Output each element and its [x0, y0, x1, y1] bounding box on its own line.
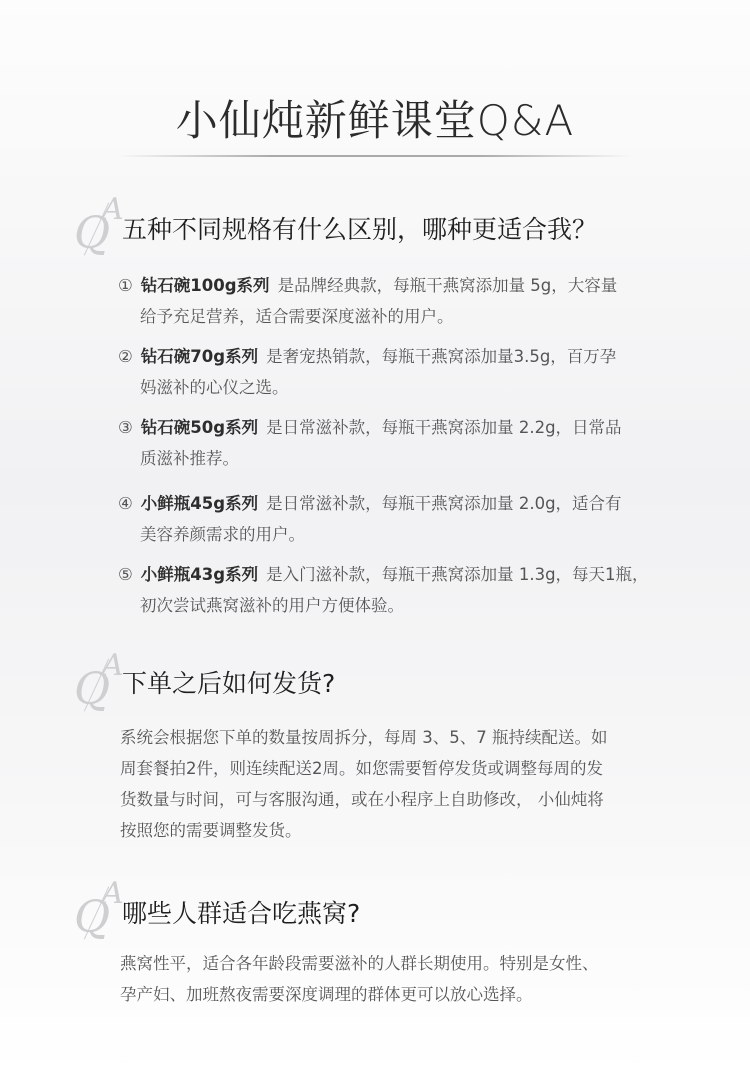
- qa-watermark-icon: Q A: [74, 876, 124, 943]
- qa-watermark-icon: Q A: [74, 192, 124, 259]
- question-heading: 下单之后如何发货?: [122, 669, 336, 698]
- spec-item: ① 钻石碗100g系列 是品牌经典款，每瓶干燕窝添加量 5g，大容量 给予充足营养，适合需要深度滋补的用户。: [118, 276, 618, 326]
- spec-item: ③ 钻石碗50g系列 是日常滋补款，每瓶干燕窝添加量 2.2g，日常品 质滋补推荐。: [118, 418, 622, 468]
- question-heading: 哪些人群适合吃燕窝?: [122, 899, 361, 928]
- spec-item: ④ 小鲜瓶45g系列 是日常滋补款，每瓶干燕窝添加量 2.0g，适合有 美容养颜需求的用户。: [118, 494, 622, 544]
- page-title: 小仙炖新鲜课堂Q&A: [175, 96, 575, 145]
- answer-paragraph: 燕窝性平，适合各年龄段需要滋补的人群长期使用。特别是女性、 孕产妇、加班熬夜需要深度调理的群体更可以放心选择。: [120, 954, 599, 1004]
- title-divider: [118, 155, 632, 157]
- qa-watermark-icon: Q A: [74, 648, 124, 715]
- answer-paragraph: 系统会根据您下单的数量按周拆分，每周 3、5、7 瓶持续配送。如 周套餐拍2件，则连续配送2周。如您需要暂停发货或调整每周的发 货数量与时间，可与客服沟通，或在小程序上自助修改， 小仙炖将 按照您的需要调整发货。: [120, 728, 608, 840]
- question-heading: 五种不同规格有什么区别，哪种更适合我？: [122, 215, 598, 244]
- spec-item: ② 钻石碗70g系列 是奢宠热销款，每瓶干燕窝添加量3.5g，百万孕 妈滋补的心仪之选。: [118, 347, 617, 397]
- spec-item: ⑤ 小鲜瓶43g系列 是入门滋补款，每瓶干燕窝添加量 1.3g，每天1瓶， 初次尝试燕窝滋补的用户方便体验。: [118, 565, 649, 615]
